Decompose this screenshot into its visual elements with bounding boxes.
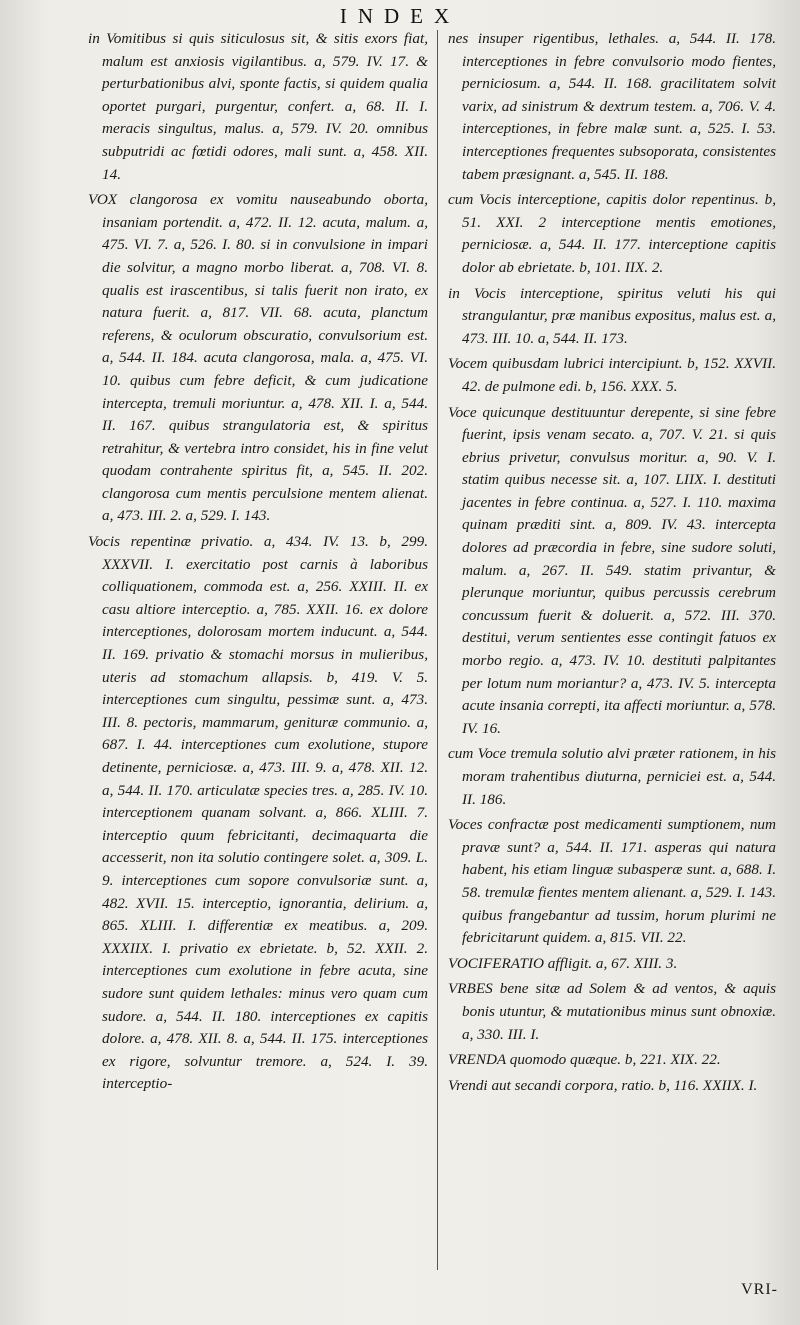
left-column (88, 28, 428, 1099)
index-entry: nes insuper rigentibus, lethales. a, 544. II. 178. interceptiones in febre convulsorio modo fientes, perniciosum. a, 544. II. 168. gracilitatem solvit varix, ad sinistrum & dextrum testem. a, 706. V. 4. interceptiones, in febre malæ sunt. a, 525. I. 53. interceptiones frequentes subsoporata, consistentes tabem præsignant. a, 545. II. 188. (448, 30, 776, 183)
column-divider (437, 30, 438, 1270)
index-entry: in Vomitibus si quis siticulosus sit, & sitis exors fiat, malum est anxiosis vigilantibus. a, 579. IV. 17. & perturbationibus alvi, sponte factis, si quidem qualia oportet purgari, purgentur, confert. a, 68. II. I. meracis singultus, malus. a, 579. IV. 20. omnibus subputridi ac fœtidi odores, mali sunt. a, 458. XII. 14. (88, 30, 428, 183)
index-entry: Vocem quibusdam lubrici intercipiunt. b, 152. XXVII. 42. de pulmone edi. b, 156. XXX. 5. (448, 355, 776, 395)
index-entry: cum Voce tremula solutio alvi præter rationem, in his moram trahentibus diuturna, perniciei est. a, 544. II. 186. (448, 745, 776, 808)
catchword: VRI- (741, 1281, 778, 1298)
index-entry: Voces confractæ post medicamenti sumptionem, num pravæ sunt? a, 544. II. 171. asperas qui natura habent, his etiam linguæ subasperæ sunt. a, 688. I. 58. tremulæ fientes mentem alienant. a, 529. I. 143. quibus frangebantur ad tussim, horum plurimi ne febricitarunt quidem. a, 815. VII. 22. (448, 816, 776, 947)
index-entry: VOCIFERATIO affligit. a, 67. XIII. 3. (448, 954, 678, 972)
index-entry: VOX clangorosa ex vomitu nauseabundo oborta, insaniam portendit. a, 472. II. 12. acuta, malum. a, 475. VI. 7. a, 526. I. 80. si in convulsione in impari die solvitur, a magno morbo liberat. a, 708. VI. 8. qualis est irascentibus, si talis fuerit non irato, ex natura fuerit. a, 817. VII. 68. acuta, planctum referens, & oculorum obscuratio, convulsorium est. a, 544. II. 184. acuta clangorosa, mala. a, 475. VI. 10. quibus cum febre deficit, & cum judicatione intercepta, tremuli moriuntur. a, 478. XII. I. a, 544. II. 167. quibus strangulatoria est, & spiritus retrahitur, & vertebra intro considet, his in fine velut quodam contrahente spiritus fit, a, 545. II. 202. clangorosa cum mentis perculsione mentem alienat. a, 473. III. 2. a, 529. I. 143. (88, 191, 428, 525)
index-entry: VRENDA quomodo quæque. b, 221. XIX. 22. (448, 1051, 721, 1069)
index-entry: Vrendi aut secandi corpora, ratio. b, 116. XXIIX. I. (448, 1076, 758, 1094)
index-entry: Vocis repentinæ privatio. a, 434. IV. 13. b, 299. XXXVII. I. exercitatio post carnis à laboribus colliquationem, commoda est. a, 256. XXIII. II. ex casu altiore interceptio. a, 785. XXII. 16. ex dolore interceptiones, dolorosam mortem inducunt. a, 544. II. 169. privatio & stomachi morsus in mulieribus, uteris ad stomachum allapsis. b, 419. V. 5. interceptiones cum singultu, pessimæ sunt. a, 473. III. 8. pectoris, mammarum, genituræ communio. a, 687. I. 44. interceptiones cum exolutione, stupore detinente, perniciosæ. a, 473. III. 9. a, 478. XII. 12. a, 544. II. 170. articulatæ species tres. a, 285. IV. 10. interceptionem quanam solvant. a, 866. XLIII. 7. interceptio quum febricitanti, decimaquarta die accesserit, non ita solutio contingere solet. a, 309. L. 9. interceptiones cum sopore convulsoriæ sunt. a, 482. XVII. 15. interceptio, ignorantia, delirium. a, 865. XLIII. I. differentiæ ex meatibus. a, 209. XXXIIX. I. privatio ex ebrietate. b, 52. XXII. 2. interceptiones cum exolutione in febre acuta, sine sudore sunt quidem lethales: minus vero quam cum sudore. a, 544. II. 180. interceptiones ex capitis dolore. a, 478. XII. 8. a, 544. II. 175. interceptiones ex rigore, solvuntur tremore. a, 524. I. 39. interceptio- (88, 533, 428, 1093)
index-entry: cum Vocis interceptione, capitis dolor repentinus. b, 51. XXI. 2 interceptione mentis emotiones, perniciosæ. a, 544. II. 177. interceptione capitis dolor ab ebrietate. b, 101. IIX. 2. (448, 191, 776, 276)
right-column (448, 28, 776, 1100)
index-entry: Voce quicunque destituuntur derepente, si sine febre fuerint, ipsis venam secato. a, 707. V. 21. si quis ebrius privetur, convulsus moritur. a, 90. V. I. statim quibus necesse sit. a, 107. LIIX. I. destituti jacentes in febre continua. a, 527. I. 110. maxima quinam præditi sint. a, 809. IV. 43. intercepta dolores ad præcordia in febre, sine sudore soluti, malum. a, 267. II. 549. statim privantur, & plerunque moriuntur, quibus percussis cerebrum concussum fuerit & doluerit. a, 572. III. 370. destitui, verum sentientes esse contingit fatuos ex morbo regio. a, 473. IV. 10. destituti palpitantes per lotum num moriantur? a, 473. IV. 5. intercepta acute insania correpti, ita affecti moriuntur. a, 578. IV. 16. (448, 403, 776, 737)
index-entry: VRBES bene sitæ ad Solem & ad ventos, & aquis bonis utuntur, & mutationibus minus sunt obnoxiæ. a, 330. III. I. (448, 980, 776, 1043)
index-entry: in Vocis interceptione, spiritus veluti his qui strangulantur, præ manibus expositus, malus est. a, 473. III. 10. a, 544. II. 173. (448, 284, 776, 347)
running-head: INDEX (339, 4, 461, 28)
